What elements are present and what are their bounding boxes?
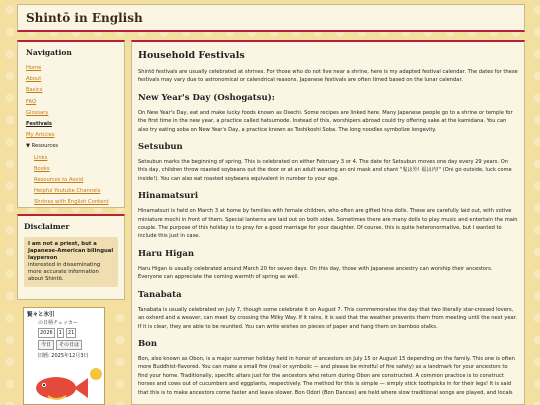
calendar-title: 賢々と氷引 <box>27 312 55 318</box>
intro-paragraph: Shintō festivals are usually celebrated at shrines. For those who do not live near a shrine, here is my adapted festival calendar. The dates for these festivals may vary due to astronomical or calendrical reasons. Japanese festivals are often timed based on the lunar calendar. <box>138 69 518 84</box>
nav-item-festivals[interactable] <box>26 119 116 130</box>
section-heading-hinamatsuri: Hinamatsuri <box>138 191 199 202</box>
section-text-haru-higan: Haru Higan is usually celebrated around March 20 for seven days. On this day, those with Japanese ancestry can worship their ancestors. Everyone can appreciate the coming warmth of spring as well. <box>138 265 493 281</box>
section-heading-setsubun: Setsubun <box>138 142 183 153</box>
nav-item-books[interactable] <box>34 164 116 175</box>
navigation-box <box>17 40 125 208</box>
month-select[interactable]: 1 <box>58 330 62 336</box>
nav-link-youtube-channels[interactable]: Helpful Youtube Channels <box>34 188 101 195</box>
nav-item-links[interactable] <box>34 153 116 164</box>
disclaimer-text-box <box>24 237 118 287</box>
nav-link-links[interactable]: Links <box>34 154 48 161</box>
nav-item-my-articles[interactable] <box>26 130 116 141</box>
nav-resources-toggle[interactable]: ▼ Resources <box>26 143 59 150</box>
nav-item-resources-to-avoid[interactable] <box>34 175 116 186</box>
main-content <box>131 40 525 405</box>
nav-link-home[interactable]: Home <box>26 65 42 71</box>
calendar-subtitle: の日柄チェッカー <box>38 320 78 326</box>
nav-link-festivals[interactable]: Festivals <box>26 121 52 128</box>
lunar-date-text: 旧暦: 2025年12月3日 <box>38 353 89 359</box>
nav-item-glossary[interactable] <box>26 108 116 119</box>
section-heading-bon: Bon <box>138 338 158 349</box>
disclaimer-bold-text: I am not a priest, but a Japanese-American bilingual layperson <box>28 241 114 261</box>
nav-link-books[interactable]: Books <box>34 165 50 172</box>
site-title[interactable]: Shintō in English <box>26 11 143 25</box>
nav-link-shrines-english[interactable]: Shrines with English Content <box>34 199 109 206</box>
section-heading-new-year: New Year's Day (Oshogatsu): <box>138 92 275 103</box>
nav-item-basics[interactable] <box>26 85 116 96</box>
section-text-bon: Bon, also known as Obon, is a major summer holiday held in honor of ancestors on July 15 or August 15 depending on the family. This one is often more Buddhist-flavored. You can make a small fire (real or symbolic — and please be mindful of fire safety) as a landmark for your ancestors to find your home. Traditionally, specific altars just for the ancestors who return during Obon are constructed. A common practice is to construct horses and cows out of cucumbers and eggplants, respectively. The method for this is simple — simply stick toothpicks in for their legs! It is said that this is to make ancestors come faster and leave slower. Bon Odori (Bon Dances) are held where slow traditional songs are played, and locals <box>138 355 515 396</box>
disclaimer-text: interested in disseminating more accurate information about Shintō. <box>28 262 101 282</box>
lookup-button[interactable]: その日は <box>56 340 82 350</box>
day-select[interactable]: 21 <box>67 330 75 336</box>
nav-item-faq[interactable] <box>26 97 116 108</box>
nav-item-about[interactable] <box>26 74 116 85</box>
calendar-widget <box>23 307 105 405</box>
disclaimer-heading: Disclaimer <box>24 222 70 231</box>
nav-item-shrines-english[interactable] <box>34 197 116 208</box>
section-text-hinamatsuri: Hinamatsuri is held on March 3 at home by families with female children, who often are gifted hina dolls. These are carefully laid out, with votive miniature mochi in front of them. Special lanterns are laid out on both sides. Sometimes there are many dolls to play music and entertain the main couple. The purpose of this holiday is to pray for a good marriage for your daughter. Of course, this is quite heteronormative, but I wanted to include this just in case. <box>138 208 518 240</box>
calendar-date-selectors <box>24 326 104 338</box>
nav-link-basics[interactable]: Basics <box>26 87 43 94</box>
navigation-list <box>26 63 116 153</box>
section-text-setsubun: Setsubun marks the beginning of spring. This is celebrated on either February 3 or 4. The date for Setsubun moves one day every 29 years. On this day, children throw roasted soybeans out the door or at an adult wearing an oni mask and chant "鬼は外! 福は内!" (Oni go outside, luck come inside!). You can also eat roasted soybeans equivalent in number to your age. <box>138 159 512 182</box>
section-text-new-year: On New Year's Day, eat and make lucky foods known as Osechi. Some recipes are linked here. Many Japanese people go to a shrine or temple for the first time in the new year, a practice called hatsumode. Instead of this, worshipers abroad could try offering sake at the kamidana. You can also try eating soba on New Year's Day, a practice known as Toshikoshi Soba. The long noodles symbolize longevity. <box>138 109 513 133</box>
section-heading-tanabata: Tanabata <box>138 289 182 300</box>
nav-link-glossary[interactable]: Glossary <box>26 109 49 116</box>
section-text-tanabata: Tanabata is usually celebrated on July 7, though some celebrate it on August 7. This commemorates the day that two literally star-crossed lovers, an oxherd and a weaver, can meet by crossing the Milky Way. If it rains, it is said that the weather prevents them from meeting until the next year. If it is clear, they are able to be reunited. You can write wishes on pieces of paper and hang them on bamboo stalks. <box>138 306 517 330</box>
year-select[interactable]: 2026 <box>40 330 53 336</box>
section-heading-haru-higan: Haru Higan <box>138 248 195 259</box>
nav-item-youtube-channels[interactable] <box>34 186 116 197</box>
resources-sublist <box>26 153 116 209</box>
nav-item-home[interactable] <box>26 63 116 74</box>
navigation-heading: Navigation <box>26 48 72 57</box>
nav-link-resources-to-avoid[interactable]: Resources to Avoid <box>34 177 84 184</box>
page-title: Household Festivals <box>138 50 245 61</box>
sea-bream-illustration <box>26 366 105 405</box>
disclaimer-box <box>17 214 125 300</box>
nav-link-faq[interactable]: FAQ <box>26 98 37 105</box>
site-header <box>17 4 525 32</box>
nav-link-my-articles[interactable]: My Articles <box>26 132 55 139</box>
today-button[interactable]: 今日 <box>38 340 54 350</box>
calendar-buttons <box>24 338 104 350</box>
nav-link-about[interactable]: About <box>26 76 42 83</box>
